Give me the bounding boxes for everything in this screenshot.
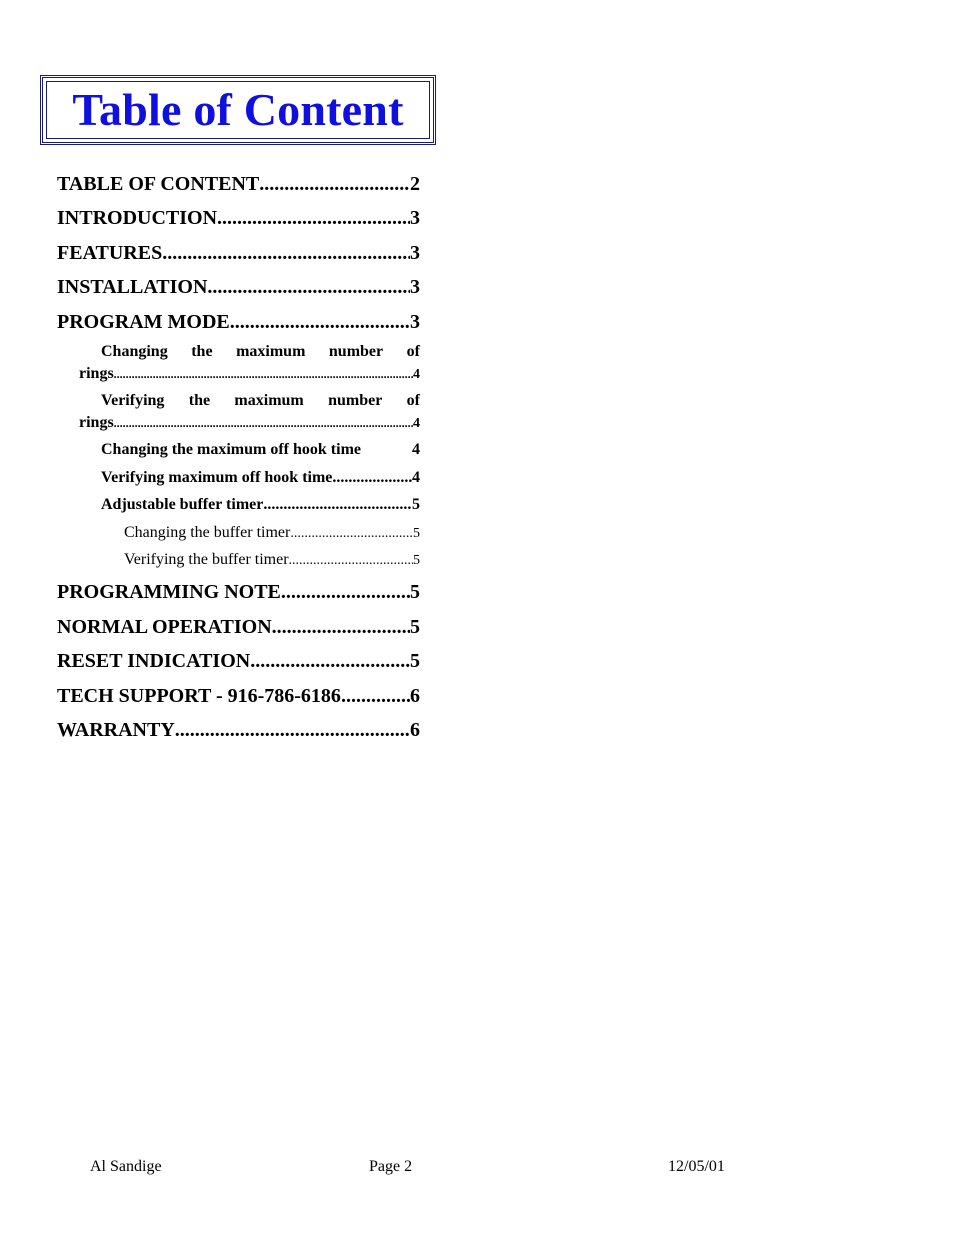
toc-page-number: 4 [413,367,420,382]
toc-leader [263,496,412,514]
toc-entry-verifying-max-rings[interactable] [79,392,420,432]
toc-entry-changing-buffer-timer[interactable] [124,524,420,544]
toc-leader [114,367,413,382]
footer-date: 12/05/01 [668,1158,725,1175]
toc-word: of [406,343,420,360]
toc-page-number: 4 [412,441,420,458]
toc-entry-label-continued: rings [79,414,114,431]
toc-word: of [406,392,420,409]
page-title: Table of Content [72,84,404,135]
toc-leader [217,207,410,230]
toc-word: number [328,392,383,409]
toc-page-number: 3 [410,311,420,333]
toc-entry-verifying-buffer-timer[interactable] [124,551,420,571]
toc-page-number: 6 [410,685,420,707]
toc-word: maximum [236,343,306,360]
toc-entry-reset-indication[interactable] [57,650,420,674]
toc-leader [332,469,412,487]
toc-entry-label [79,343,420,363]
toc-entry-label: Changing the maximum off hook time [101,441,362,458]
toc-entry-label: Verifying the buffer timer [124,551,289,568]
toc-leader [281,581,410,604]
toc-entry-label: TABLE OF CONTENT [57,173,260,195]
toc-entry-installation[interactable] [57,276,420,300]
toc-leader [230,311,410,334]
toc-page-number: 3 [410,242,420,264]
toc-entry-label: INSTALLATION [57,276,208,298]
toc-entry-label: Changing the buffer timer [124,524,291,541]
toc-entry-introduction[interactable] [57,207,420,231]
toc-page-number: 3 [410,276,420,298]
toc-entry-label: FEATURES [57,242,163,264]
toc-entry-warranty[interactable] [57,719,420,743]
toc-page-number: 2 [410,173,420,195]
title-box [40,75,436,145]
toc-leader [250,650,410,673]
toc-entry-table-of-content[interactable] [57,173,420,197]
toc-entry-adjustable-buffer-timer[interactable] [101,496,420,516]
toc-entry-label: RESET INDICATION [57,650,251,672]
toc-entry-program-mode[interactable] [57,311,420,335]
toc-entry-verifying-off-hook[interactable] [101,469,420,489]
toc-entry-label: INTRODUCTION [57,207,218,229]
toc-page-number: 5 [410,581,420,603]
toc-leader [114,416,413,431]
toc-leader [175,719,410,742]
toc-page-number: 5 [413,526,420,541]
footer-author: Al Sandige [90,1158,162,1175]
toc-leader [290,526,413,542]
title-frame [46,81,430,139]
toc-entry-label: PROGRAM MODE [57,311,230,333]
toc-entry-changing-max-rings[interactable] [79,343,420,383]
toc-word: the [191,343,213,360]
toc-entry-changing-off-hook[interactable] [101,441,420,461]
toc-page-number: 4 [413,416,420,431]
toc-word: number [328,343,384,360]
toc-entry-tech-support[interactable] [57,685,420,709]
toc-word: the [188,392,211,409]
toc-entry-label: TECH SUPPORT - 916-786-6186 [57,685,341,707]
toc-entry-normal-operation[interactable] [57,616,420,640]
toc-entry-label: Verifying maximum off hook time [101,469,333,486]
toc-entry-features[interactable] [57,242,420,266]
toc-page-number: 5 [413,553,420,568]
toc-leader [259,173,410,196]
toc-leader [162,242,410,265]
toc-entry-programming-note[interactable] [57,581,420,605]
toc-word: maximum [234,392,304,409]
toc-entry-label: Adjustable buffer timer [101,496,264,513]
toc-leader [207,276,410,299]
toc-page-number: 5 [412,496,420,513]
toc-entry-label-continued: rings [79,365,114,382]
toc-page-number: 4 [412,469,420,486]
footer-page-number: Page 2 [369,1158,413,1175]
toc-entry-label: PROGRAMMING NOTE [57,581,281,603]
toc-word: Changing [101,343,168,360]
toc-page-number: 3 [410,207,420,229]
toc-page-number: 5 [410,616,420,638]
toc-leader [272,616,410,639]
toc-page-number: 5 [410,650,420,672]
toc-leader [341,685,410,708]
toc-entry-label: NORMAL OPERATION [57,616,272,638]
toc-page-number: 6 [410,719,420,741]
toc-entry-label [79,392,420,412]
toc-entry-label: WARRANTY [57,719,175,741]
toc-leader [289,553,413,569]
toc-word: Verifying [101,392,165,409]
